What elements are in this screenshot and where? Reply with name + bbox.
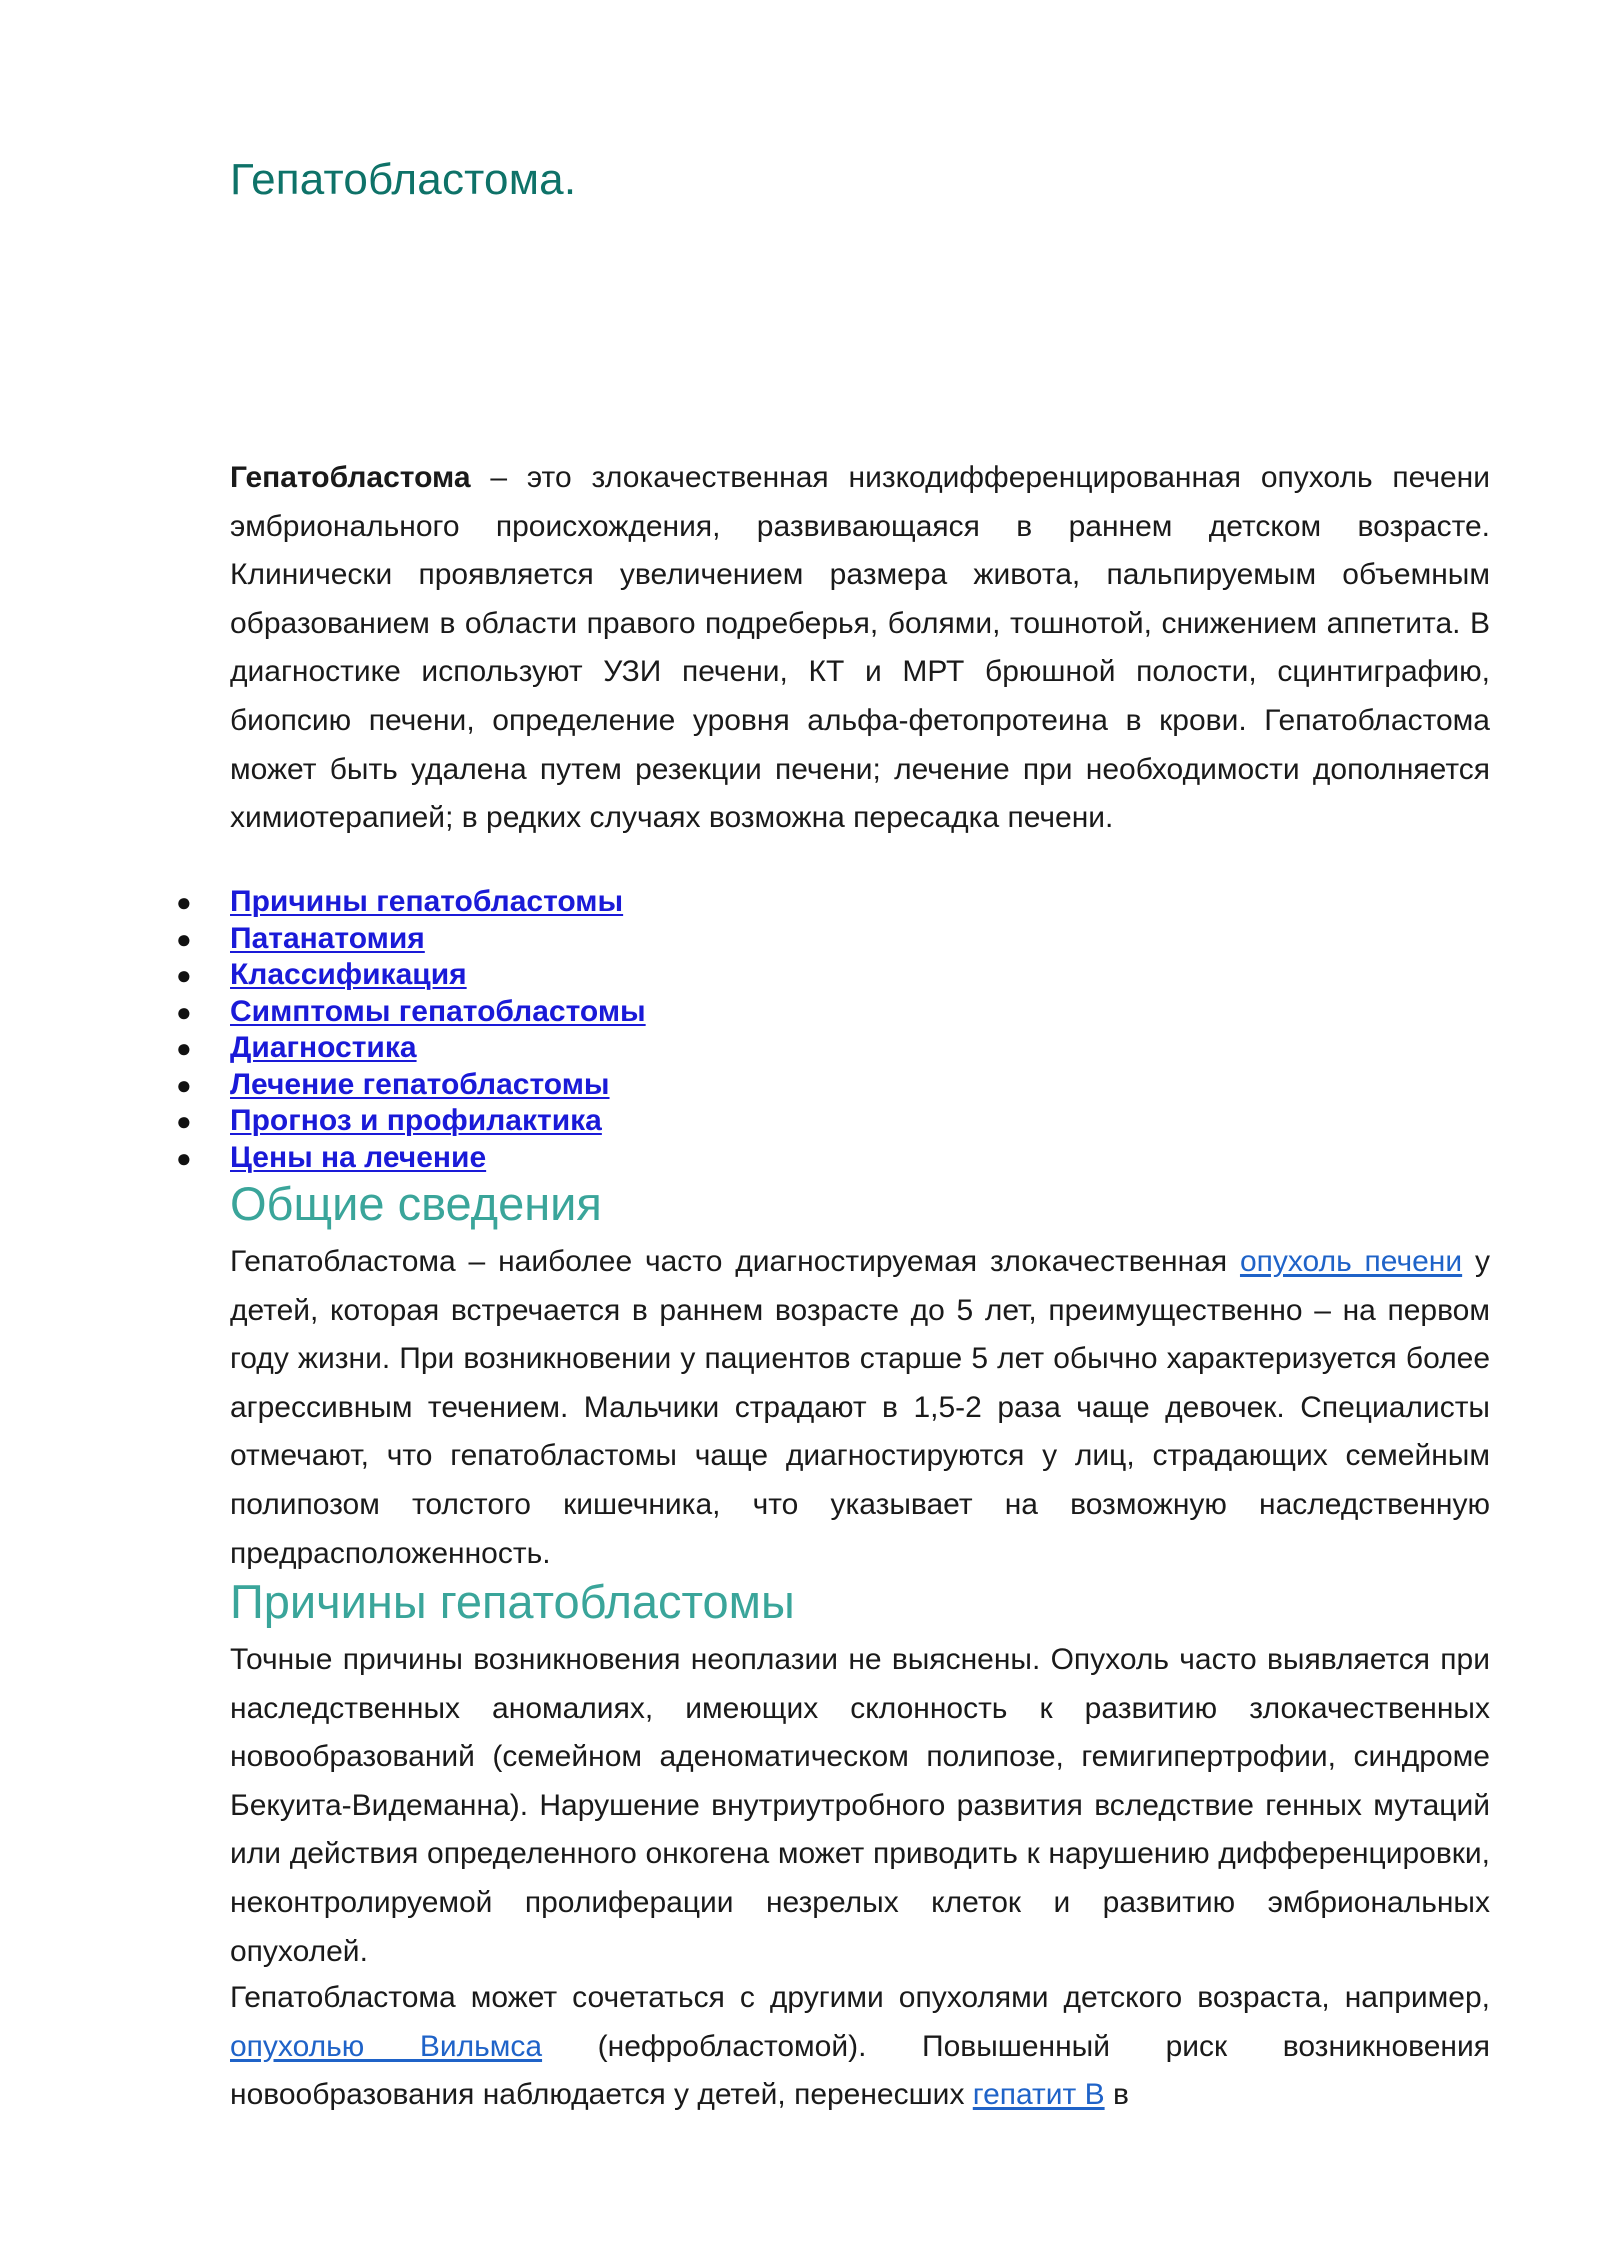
toc-item: [176, 957, 1490, 994]
causes-p2-end: в: [1104, 2078, 1129, 2112]
general-text-end: у детей, которая встречается в раннем возрасте до 5 лет, преимущественно – на первом году жизни. При возникновении у пациентов старше 5 лет обычно характеризуется более агрессивным течением. Мальчики страдают в 1,5-2 раза чаще девочек. Специалисты отмечают, что гепатобластомы чаще диагностируются у лиц, страдающих семейным полипозом толстого кишечника, что указывает на возможную наследственную предрасположенность.: [230, 1245, 1490, 1570]
toc-link-pathanatomy[interactable]: Патанатомия: [230, 921, 425, 955]
toc-link-symptoms[interactable]: Симптомы гепатобластомы: [230, 994, 646, 1028]
bullet-icon: ●: [176, 1142, 192, 1173]
toc-item: [176, 1030, 1490, 1067]
bullet-icon: ●: [176, 887, 192, 917]
toc-item: [176, 1067, 1490, 1104]
section-heading-causes: Причины гепатобластомы: [230, 1575, 795, 1628]
intro-text: – это злокачественная низкодифференцированная опухоль печени эмбрионального происхождения, развивающаяся в раннем детском возрасте. Клинически проявляется увеличением размера живота, пальпируемым объемным образованием в области правого подреберья, болями, тошнотой, снижением аппетита. В диагностике используют УЗИ печени, КТ и МРТ брюшной полости, сцинтиграфию, биопсию печени, определение уровня альфа-фетопротеина в крови. Гепатобластома может быть удалена путем резекции печени; лечение при необходимости дополняется химиотерапией; в редких случаях возможна пересадка печени.: [230, 461, 1490, 835]
intro-paragraph: [230, 454, 1490, 843]
toc-link-causes[interactable]: Причины гепатобластомы: [230, 885, 624, 918]
bullet-icon: ●: [176, 923, 192, 954]
intro-term: Гепатобластома: [230, 461, 471, 494]
toc-link-diagnostics[interactable]: Диагностика: [230, 1031, 417, 1064]
toc-item: [176, 884, 1490, 921]
general-paragraph: [230, 1238, 1490, 1578]
wilms-tumor-link[interactable]: опухолью Вильмса: [230, 2029, 543, 2063]
causes-p2-start: Гепатобластома может сочетаться с другими опухолями детского возраста, например,: [230, 1981, 1490, 2014]
toc-link-classification[interactable]: Классификация: [230, 958, 467, 991]
bullet-icon: ●: [176, 960, 192, 990]
causes-p2-mid: (нефробластомой). Повышенный риск возникновения новообразования наблюдается у детей, перенесших: [230, 2029, 1490, 2112]
toc-item: [176, 994, 1490, 1031]
bullet-icon: ●: [176, 1106, 192, 1136]
toc-link-prices[interactable]: Цены на лечение: [230, 1140, 487, 1174]
liver-tumor-link[interactable]: опухоль печени: [1239, 1245, 1463, 1278]
bullet-icon: ●: [176, 1069, 192, 1100]
toc-link-prognosis[interactable]: Прогноз и профилактика: [230, 1104, 602, 1137]
causes-paragraph-2: [230, 1974, 1490, 2120]
causes-paragraph-1: Точные причины возникновения неоплазии не выяснены. Опухоль часто выявляется при наследственных аномалиях, имеющих склонность к развитию злокачественных новообразований (семейном аденоматическом полипозе, гемигипертрофии, синдроме Бекуита-Видеманна). Нарушение внутриутробного развития вследствие генных мутаций или действия определенного онкогена может приводить к нарушению дифференцировки, неконтролируемой пролиферации незрелых клеток и развитию эмбриональных опухолей.: [230, 1643, 1490, 1968]
section-heading-general: Общие сведения: [230, 1177, 602, 1230]
toc-item: [176, 921, 1490, 958]
toc-item: [176, 1140, 1490, 1177]
general-text-start: Гепатобластома – наиболее часто диагностируемая злокачественная: [230, 1245, 1240, 1278]
toc-item: [176, 1103, 1490, 1140]
bullet-icon: ●: [176, 1033, 192, 1063]
hepatitis-b-link[interactable]: гепатит В: [972, 2078, 1105, 2112]
bullet-icon: ●: [176, 996, 192, 1027]
table-of-contents: [176, 884, 1490, 1176]
document-title: Гепатобластома.: [230, 155, 577, 204]
toc-link-treatment[interactable]: Лечение гепатобластомы: [230, 1067, 610, 1101]
